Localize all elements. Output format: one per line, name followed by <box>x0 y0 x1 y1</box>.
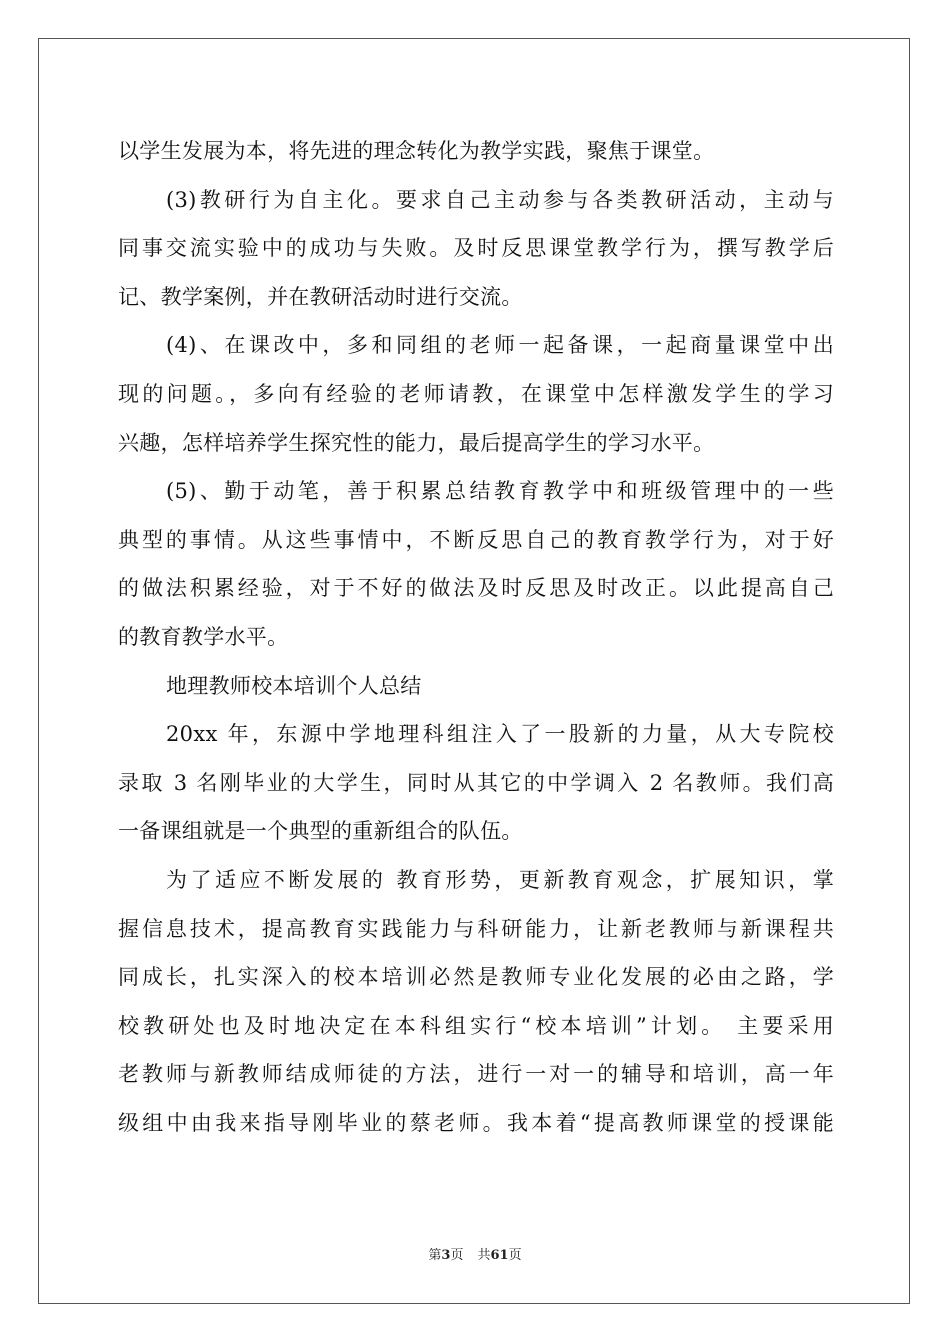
page-footer <box>0 1244 950 1263</box>
text-line: 的教育教学水平。 <box>118 624 289 649</box>
text-line: (5)、勤于动笔，善于积累总结教育教学中和班级管理中的一些 <box>166 479 834 504</box>
text-line: 20xx 年，东源中学地理科组注入了一股新的力量，从大专院校 <box>166 722 834 747</box>
text-line: 为了适应不断发展的 教育形势，更新教育观念，扩展知识，掌 <box>166 867 834 892</box>
text-line: 现的问题。，多向有经验的老师请教，在课堂中怎样激发学生的学习 <box>118 381 834 406</box>
text-line: 兴趣，怎样培养学生探究性的能力，最后提高学生的学习水平。 <box>118 430 715 455</box>
text-line: 的做法积累经验，对于不好的做法及时反思及时改正。以此提高自己 <box>118 576 834 601</box>
text-line: 校教研处也及时地决定在本科组实行“校本培训”计划。 主要采用 <box>118 1013 834 1038</box>
text-line: (4)、在课改中，多和同组的老师一起备课，一起商量课堂中出 <box>166 333 834 358</box>
text-line: 同事交流实验中的成功与失败。及时反思课堂教学行为，撰写教学后 <box>118 236 834 261</box>
document-body <box>118 127 834 1147</box>
total-page-number: 61 <box>490 1248 509 1263</box>
page-suffix: 页 <box>450 1248 464 1263</box>
text-line: 记、教学案例，并在教研活动时进行交流。 <box>118 284 523 309</box>
text-line: 典型的事情。从这些事情中，不断反思自己的教育教学行为，对于好 <box>118 527 834 552</box>
current-page-number: 3 <box>441 1248 451 1263</box>
text-line: (3)教研行为自主化。要求自己主动参与各类教研活动，主动与 <box>166 187 834 212</box>
text-line: 录取 3 名刚毕业的大学生，同时从其它的中学调入 2 名教师。我们高 <box>118 770 834 795</box>
text-line: 握信息技术，提高教育实践能力与科研能力，让新老教师与新课程共 <box>118 916 834 941</box>
page-prefix: 第 <box>428 1248 442 1263</box>
text-line: 级组中由我来指导刚毕业的蔡老师。我本着“提高教师课堂的授课能 <box>118 1110 834 1135</box>
total-suffix: 页 <box>508 1248 522 1263</box>
text-line: 地理教师校本培训个人总结 <box>166 673 422 698</box>
text-line: 老教师与新教师结成师徒的方法，进行一对一的辅导和培训，高一年 <box>118 1062 834 1087</box>
text-line: 同成长，扎实深入的校本培训必然是教师专业化发展的必由之路，学 <box>118 965 834 990</box>
text-line: 一备课组就是一个典型的重新组合的队伍。 <box>118 819 523 844</box>
text-line: 以学生发展为本，将先进的理念转化为教学实践，聚焦于课堂。 <box>118 139 715 163</box>
total-prefix: 共 <box>477 1248 491 1263</box>
